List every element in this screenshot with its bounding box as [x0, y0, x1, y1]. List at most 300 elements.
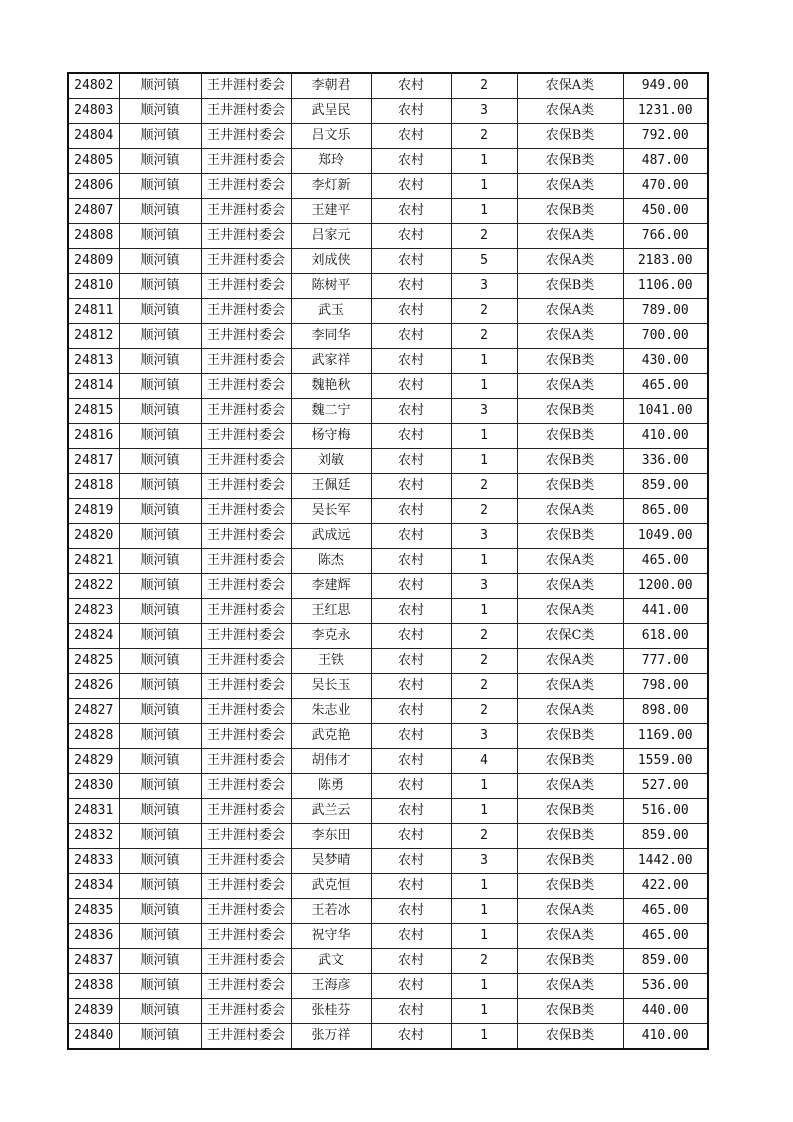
name-cell: 李朝君: [291, 73, 371, 99]
area-type-cell: 农村: [371, 349, 451, 374]
name-cell: 吕文乐: [291, 124, 371, 149]
village-committee-cell: 王井涯村委会: [201, 624, 291, 649]
household-size-cell: 2: [451, 699, 517, 724]
name-cell: 李东田: [291, 824, 371, 849]
town-cell: 顺河镇: [119, 924, 201, 949]
town-cell: 顺河镇: [119, 374, 201, 399]
village-committee-cell: 王井涯村委会: [201, 824, 291, 849]
area-type-cell: 农村: [371, 274, 451, 299]
village-committee-cell: 王井涯村委会: [201, 399, 291, 424]
village-committee-cell: 王井涯村委会: [201, 224, 291, 249]
area-type-cell: 农村: [371, 199, 451, 224]
roster-table: [67, 72, 709, 1050]
insurance-category-cell: 农保A类: [517, 99, 623, 124]
serial-number-cell: 24815: [68, 399, 119, 424]
household-size-cell: 3: [451, 724, 517, 749]
serial-number-cell: 24819: [68, 499, 119, 524]
amount-cell: 859.00: [623, 824, 708, 849]
serial-number-cell: 24817: [68, 449, 119, 474]
village-committee-cell: 王井涯村委会: [201, 149, 291, 174]
name-cell: 陈勇: [291, 774, 371, 799]
household-size-cell: 4: [451, 749, 517, 774]
insurance-category-cell: 农保A类: [517, 924, 623, 949]
town-cell: 顺河镇: [119, 424, 201, 449]
insurance-category-cell: 农保B类: [517, 199, 623, 224]
area-type-cell: 农村: [371, 399, 451, 424]
serial-number-cell: 24808: [68, 224, 119, 249]
amount-cell: 465.00: [623, 899, 708, 924]
town-cell: 顺河镇: [119, 549, 201, 574]
serial-number-cell: 24820: [68, 524, 119, 549]
town-cell: 顺河镇: [119, 824, 201, 849]
village-committee-cell: 王井涯村委会: [201, 424, 291, 449]
name-cell: 陈树平: [291, 274, 371, 299]
town-cell: 顺河镇: [119, 124, 201, 149]
town-cell: 顺河镇: [119, 149, 201, 174]
table-row: [68, 524, 708, 549]
serial-number-cell: 24802: [68, 73, 119, 99]
town-cell: 顺河镇: [119, 649, 201, 674]
name-cell: 吕家元: [291, 224, 371, 249]
name-cell: 魏二宁: [291, 399, 371, 424]
village-committee-cell: 王井涯村委会: [201, 649, 291, 674]
table-row: [68, 649, 708, 674]
amount-cell: 766.00: [623, 224, 708, 249]
table-row: [68, 974, 708, 999]
area-type-cell: 农村: [371, 999, 451, 1024]
village-committee-cell: 王井涯村委会: [201, 774, 291, 799]
name-cell: 武玉: [291, 299, 371, 324]
town-cell: 顺河镇: [119, 774, 201, 799]
name-cell: 武文: [291, 949, 371, 974]
serial-number-cell: 24838: [68, 974, 119, 999]
amount-cell: 1169.00: [623, 724, 708, 749]
village-committee-cell: 王井涯村委会: [201, 374, 291, 399]
serial-number-cell: 24829: [68, 749, 119, 774]
amount-cell: 430.00: [623, 349, 708, 374]
name-cell: 王建平: [291, 199, 371, 224]
table-row: [68, 599, 708, 624]
village-committee-cell: 王井涯村委会: [201, 474, 291, 499]
table-row: [68, 999, 708, 1024]
town-cell: 顺河镇: [119, 274, 201, 299]
area-type-cell: 农村: [371, 949, 451, 974]
area-type-cell: 农村: [371, 1024, 451, 1050]
household-size-cell: 3: [451, 99, 517, 124]
amount-cell: 1049.00: [623, 524, 708, 549]
serial-number-cell: 24839: [68, 999, 119, 1024]
household-size-cell: 2: [451, 324, 517, 349]
area-type-cell: 农村: [371, 874, 451, 899]
serial-number-cell: 24809: [68, 249, 119, 274]
area-type-cell: 农村: [371, 799, 451, 824]
village-committee-cell: 王井涯村委会: [201, 599, 291, 624]
serial-number-cell: 24818: [68, 474, 119, 499]
serial-number-cell: 24828: [68, 724, 119, 749]
town-cell: 顺河镇: [119, 474, 201, 499]
insurance-category-cell: 农保A类: [517, 174, 623, 199]
area-type-cell: 农村: [371, 224, 451, 249]
insurance-category-cell: 农保B类: [517, 724, 623, 749]
insurance-category-cell: 农保A类: [517, 774, 623, 799]
household-size-cell: 2: [451, 624, 517, 649]
name-cell: 武兰云: [291, 799, 371, 824]
table-row: [68, 449, 708, 474]
area-type-cell: 农村: [371, 574, 451, 599]
serial-number-cell: 24832: [68, 824, 119, 849]
household-size-cell: 5: [451, 249, 517, 274]
area-type-cell: 农村: [371, 124, 451, 149]
amount-cell: 1041.00: [623, 399, 708, 424]
name-cell: 吴长玉: [291, 674, 371, 699]
household-size-cell: 1: [451, 449, 517, 474]
village-committee-cell: 王井涯村委会: [201, 299, 291, 324]
table-row: [68, 899, 708, 924]
table-row: [68, 249, 708, 274]
name-cell: 王佩廷: [291, 474, 371, 499]
name-cell: 杨守梅: [291, 424, 371, 449]
household-size-cell: 1: [451, 1024, 517, 1050]
village-committee-cell: 王井涯村委会: [201, 699, 291, 724]
name-cell: 武呈民: [291, 99, 371, 124]
area-type-cell: 农村: [371, 624, 451, 649]
table-row: [68, 424, 708, 449]
amount-cell: 2183.00: [623, 249, 708, 274]
area-type-cell: 农村: [371, 774, 451, 799]
insurance-category-cell: 农保A类: [517, 224, 623, 249]
area-type-cell: 农村: [371, 649, 451, 674]
table-row: [68, 349, 708, 374]
serial-number-cell: 24822: [68, 574, 119, 599]
town-cell: 顺河镇: [119, 1024, 201, 1050]
town-cell: 顺河镇: [119, 524, 201, 549]
table-row: [68, 574, 708, 599]
household-size-cell: 3: [451, 274, 517, 299]
household-size-cell: 1: [451, 549, 517, 574]
table-row: [68, 774, 708, 799]
serial-number-cell: 24834: [68, 874, 119, 899]
insurance-category-cell: 农保B类: [517, 524, 623, 549]
insurance-category-cell: 农保B类: [517, 949, 623, 974]
insurance-category-cell: 农保A类: [517, 549, 623, 574]
household-size-cell: 2: [451, 474, 517, 499]
household-size-cell: 1: [451, 924, 517, 949]
name-cell: 朱志业: [291, 699, 371, 724]
area-type-cell: 农村: [371, 149, 451, 174]
town-cell: 顺河镇: [119, 249, 201, 274]
village-committee-cell: 王井涯村委会: [201, 949, 291, 974]
name-cell: 刘成侠: [291, 249, 371, 274]
amount-cell: 1106.00: [623, 274, 708, 299]
insurance-category-cell: 农保A类: [517, 899, 623, 924]
table-row: [68, 799, 708, 824]
village-committee-cell: 王井涯村委会: [201, 899, 291, 924]
village-committee-cell: 王井涯村委会: [201, 874, 291, 899]
serial-number-cell: 24825: [68, 649, 119, 674]
household-size-cell: 3: [451, 399, 517, 424]
village-committee-cell: 王井涯村委会: [201, 349, 291, 374]
serial-number-cell: 24812: [68, 324, 119, 349]
table-row: [68, 949, 708, 974]
amount-cell: 536.00: [623, 974, 708, 999]
town-cell: 顺河镇: [119, 674, 201, 699]
household-size-cell: 2: [451, 73, 517, 99]
name-cell: 武家祥: [291, 349, 371, 374]
insurance-category-cell: 农保B类: [517, 799, 623, 824]
serial-number-cell: 24824: [68, 624, 119, 649]
serial-number-cell: 24830: [68, 774, 119, 799]
area-type-cell: 农村: [371, 374, 451, 399]
town-cell: 顺河镇: [119, 199, 201, 224]
insurance-category-cell: 农保A类: [517, 649, 623, 674]
area-type-cell: 农村: [371, 524, 451, 549]
table-row: [68, 124, 708, 149]
amount-cell: 865.00: [623, 499, 708, 524]
amount-cell: 336.00: [623, 449, 708, 474]
table-row: [68, 399, 708, 424]
household-size-cell: 2: [451, 674, 517, 699]
insurance-category-cell: 农保B类: [517, 149, 623, 174]
roster-body: [68, 73, 708, 1049]
village-committee-cell: 王井涯村委会: [201, 924, 291, 949]
serial-number-cell: 24816: [68, 424, 119, 449]
area-type-cell: 农村: [371, 724, 451, 749]
village-committee-cell: 王井涯村委会: [201, 999, 291, 1024]
name-cell: 李灯新: [291, 174, 371, 199]
amount-cell: 465.00: [623, 374, 708, 399]
name-cell: 胡伟才: [291, 749, 371, 774]
name-cell: 王铁: [291, 649, 371, 674]
insurance-category-cell: 农保B类: [517, 474, 623, 499]
table-row: [68, 749, 708, 774]
area-type-cell: 农村: [371, 749, 451, 774]
household-size-cell: 1: [451, 374, 517, 399]
village-committee-cell: 王井涯村委会: [201, 524, 291, 549]
village-committee-cell: 王井涯村委会: [201, 724, 291, 749]
town-cell: 顺河镇: [119, 599, 201, 624]
insurance-category-cell: 农保C类: [517, 624, 623, 649]
insurance-category-cell: 农保A类: [517, 574, 623, 599]
insurance-category-cell: 农保A类: [517, 699, 623, 724]
town-cell: 顺河镇: [119, 724, 201, 749]
area-type-cell: 农村: [371, 324, 451, 349]
table-row: [68, 224, 708, 249]
household-size-cell: 2: [451, 949, 517, 974]
serial-number-cell: 24810: [68, 274, 119, 299]
household-size-cell: 1: [451, 899, 517, 924]
household-size-cell: 1: [451, 424, 517, 449]
amount-cell: 487.00: [623, 149, 708, 174]
serial-number-cell: 24804: [68, 124, 119, 149]
amount-cell: 618.00: [623, 624, 708, 649]
table-row: [68, 549, 708, 574]
amount-cell: 792.00: [623, 124, 708, 149]
area-type-cell: 农村: [371, 99, 451, 124]
household-size-cell: 1: [451, 199, 517, 224]
serial-number-cell: 24835: [68, 899, 119, 924]
town-cell: 顺河镇: [119, 224, 201, 249]
household-size-cell: 1: [451, 974, 517, 999]
area-type-cell: 农村: [371, 474, 451, 499]
insurance-category-cell: 农保A类: [517, 249, 623, 274]
amount-cell: 1442.00: [623, 849, 708, 874]
village-committee-cell: 王井涯村委会: [201, 249, 291, 274]
table-row: [68, 674, 708, 699]
area-type-cell: 农村: [371, 849, 451, 874]
name-cell: 武克恒: [291, 874, 371, 899]
amount-cell: 1559.00: [623, 749, 708, 774]
area-type-cell: 农村: [371, 424, 451, 449]
serial-number-cell: 24837: [68, 949, 119, 974]
insurance-category-cell: 农保B类: [517, 874, 623, 899]
name-cell: 李克永: [291, 624, 371, 649]
amount-cell: 1231.00: [623, 99, 708, 124]
area-type-cell: 农村: [371, 449, 451, 474]
serial-number-cell: 24823: [68, 599, 119, 624]
table-row: [68, 174, 708, 199]
name-cell: 李建辉: [291, 574, 371, 599]
village-committee-cell: 王井涯村委会: [201, 324, 291, 349]
village-committee-cell: 王井涯村委会: [201, 574, 291, 599]
amount-cell: 777.00: [623, 649, 708, 674]
name-cell: 王海彦: [291, 974, 371, 999]
household-size-cell: 2: [451, 499, 517, 524]
area-type-cell: 农村: [371, 824, 451, 849]
village-committee-cell: 王井涯村委会: [201, 974, 291, 999]
serial-number-cell: 24807: [68, 199, 119, 224]
table-row: [68, 149, 708, 174]
amount-cell: 410.00: [623, 1024, 708, 1050]
village-committee-cell: 王井涯村委会: [201, 1024, 291, 1050]
area-type-cell: 农村: [371, 974, 451, 999]
table-row: [68, 73, 708, 99]
town-cell: 顺河镇: [119, 399, 201, 424]
serial-number-cell: 24833: [68, 849, 119, 874]
household-size-cell: 1: [451, 599, 517, 624]
household-size-cell: 2: [451, 124, 517, 149]
area-type-cell: 农村: [371, 899, 451, 924]
name-cell: 刘敏: [291, 449, 371, 474]
insurance-category-cell: 农保A类: [517, 73, 623, 99]
household-size-cell: 2: [451, 224, 517, 249]
name-cell: 郑玲: [291, 149, 371, 174]
amount-cell: 700.00: [623, 324, 708, 349]
town-cell: 顺河镇: [119, 574, 201, 599]
insurance-category-cell: 农保A类: [517, 599, 623, 624]
town-cell: 顺河镇: [119, 974, 201, 999]
town-cell: 顺河镇: [119, 499, 201, 524]
name-cell: 王红思: [291, 599, 371, 624]
town-cell: 顺河镇: [119, 73, 201, 99]
village-committee-cell: 王井涯村委会: [201, 124, 291, 149]
insurance-category-cell: 农保B类: [517, 824, 623, 849]
amount-cell: 441.00: [623, 599, 708, 624]
household-size-cell: 2: [451, 299, 517, 324]
serial-number-cell: 24813: [68, 349, 119, 374]
village-committee-cell: 王井涯村委会: [201, 174, 291, 199]
table-row: [68, 1024, 708, 1050]
insurance-category-cell: 农保A类: [517, 324, 623, 349]
town-cell: 顺河镇: [119, 699, 201, 724]
serial-number-cell: 24814: [68, 374, 119, 399]
town-cell: 顺河镇: [119, 749, 201, 774]
table-row: [68, 99, 708, 124]
village-committee-cell: 王井涯村委会: [201, 274, 291, 299]
town-cell: 顺河镇: [119, 299, 201, 324]
household-size-cell: 1: [451, 774, 517, 799]
insurance-category-cell: 农保B类: [517, 424, 623, 449]
household-size-cell: 1: [451, 174, 517, 199]
household-size-cell: 1: [451, 874, 517, 899]
amount-cell: 789.00: [623, 299, 708, 324]
insurance-category-cell: 农保B类: [517, 449, 623, 474]
town-cell: 顺河镇: [119, 624, 201, 649]
town-cell: 顺河镇: [119, 99, 201, 124]
serial-number-cell: 24803: [68, 99, 119, 124]
insurance-category-cell: 农保A类: [517, 499, 623, 524]
amount-cell: 450.00: [623, 199, 708, 224]
amount-cell: 1200.00: [623, 574, 708, 599]
table-row: [68, 199, 708, 224]
name-cell: 魏艳秋: [291, 374, 371, 399]
amount-cell: 465.00: [623, 549, 708, 574]
household-size-cell: 2: [451, 649, 517, 674]
village-committee-cell: 王井涯村委会: [201, 99, 291, 124]
serial-number-cell: 24805: [68, 149, 119, 174]
insurance-category-cell: 农保B类: [517, 849, 623, 874]
village-committee-cell: 王井涯村委会: [201, 73, 291, 99]
table-row: [68, 474, 708, 499]
amount-cell: 422.00: [623, 874, 708, 899]
area-type-cell: 农村: [371, 499, 451, 524]
serial-number-cell: 24811: [68, 299, 119, 324]
name-cell: 张万祥: [291, 1024, 371, 1050]
name-cell: 吴长军: [291, 499, 371, 524]
town-cell: 顺河镇: [119, 324, 201, 349]
area-type-cell: 农村: [371, 674, 451, 699]
town-cell: 顺河镇: [119, 874, 201, 899]
amount-cell: 527.00: [623, 774, 708, 799]
table-row: [68, 699, 708, 724]
table-row: [68, 374, 708, 399]
village-committee-cell: 王井涯村委会: [201, 674, 291, 699]
amount-cell: 798.00: [623, 674, 708, 699]
village-committee-cell: 王井涯村委会: [201, 549, 291, 574]
area-type-cell: 农村: [371, 699, 451, 724]
village-committee-cell: 王井涯村委会: [201, 199, 291, 224]
village-committee-cell: 王井涯村委会: [201, 499, 291, 524]
insurance-category-cell: 农保B类: [517, 999, 623, 1024]
village-committee-cell: 王井涯村委会: [201, 799, 291, 824]
table-row: [68, 874, 708, 899]
household-size-cell: 1: [451, 799, 517, 824]
name-cell: 陈杰: [291, 549, 371, 574]
table-row: [68, 849, 708, 874]
serial-number-cell: 24827: [68, 699, 119, 724]
insurance-category-cell: 农保A类: [517, 974, 623, 999]
serial-number-cell: 24826: [68, 674, 119, 699]
table-row: [68, 724, 708, 749]
amount-cell: 859.00: [623, 949, 708, 974]
insurance-category-cell: 农保B类: [517, 349, 623, 374]
insurance-category-cell: 农保B类: [517, 749, 623, 774]
area-type-cell: 农村: [371, 599, 451, 624]
town-cell: 顺河镇: [119, 849, 201, 874]
household-size-cell: 3: [451, 524, 517, 549]
table-row: [68, 499, 708, 524]
amount-cell: 898.00: [623, 699, 708, 724]
name-cell: 祝守华: [291, 924, 371, 949]
